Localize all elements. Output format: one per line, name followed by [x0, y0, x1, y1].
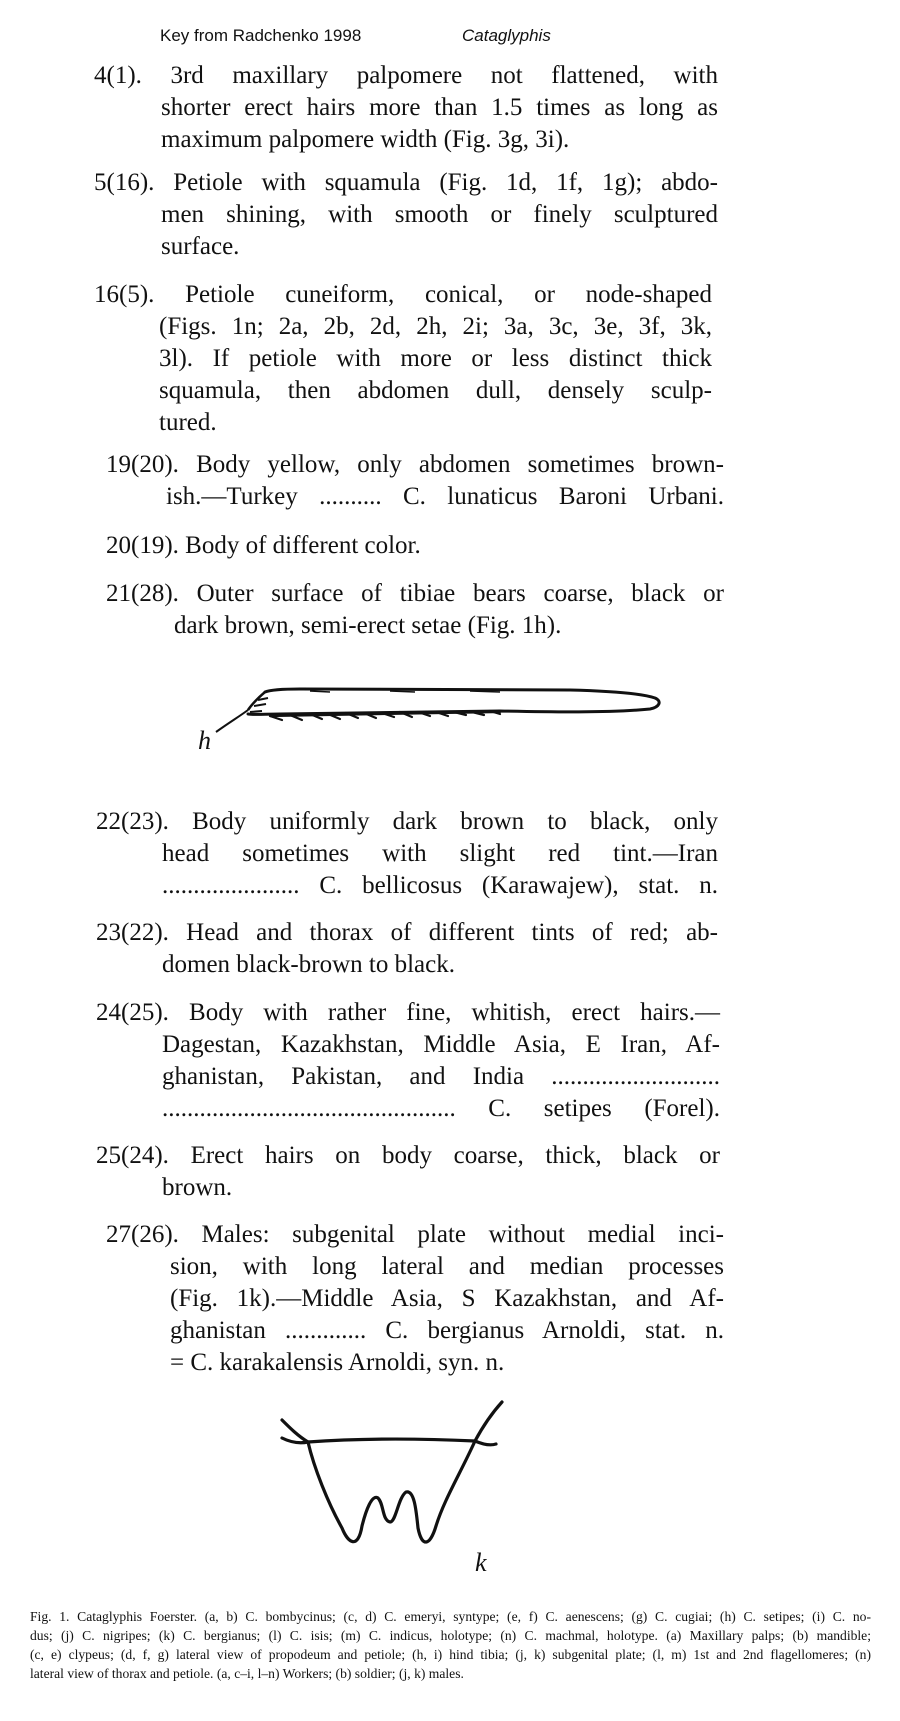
couplet-line: dark brown, semi-erect setae (Fig. 1h).: [174, 612, 562, 639]
couplet-line: head sometimes with slight red tint.—Iran: [162, 840, 718, 867]
couplet-line: brown.: [162, 1174, 233, 1201]
couplet-5: [94, 167, 718, 263]
couplet-line: 24(25). Body with rather fine, whitish, erect hairs.—: [96, 999, 720, 1026]
running-header-source: Key from Radchenko 1998: [160, 26, 362, 45]
caption-line: Fig. 1. Cataglyphis Foerster. (a, b) C. bombycinus; (c, d) C. emeryi, syntype; (e, f) C. aenescens; (g) C. cugiai; (h) C. setipes; (i) C. no-: [30, 1609, 871, 1624]
couplet-line: 19(20). Body yellow, only abdomen sometimes brown-: [106, 451, 724, 478]
couplet-line: 22(23). Body uniformly dark brown to black, only: [96, 808, 718, 835]
tibia-illustration: [210, 680, 670, 760]
running-header-genus: Cataglyphis: [462, 26, 551, 45]
couplet-line: 21(28). Outer surface of tibiae bears coarse, black or: [106, 580, 724, 607]
couplet-line: = C. karakalensis Arnoldi, syn. n.: [170, 1349, 505, 1376]
caption-line: lateral view of thorax and petiole. (a, c–i, l–n) Workers; (b) soldier; (j, k) males.: [30, 1666, 464, 1681]
couplet-line: squamula, then abdomen dull, densely sculp-: [159, 377, 712, 404]
couplet-line: 20(19). Body of different color.: [106, 532, 421, 559]
couplet-line: Dagestan, Kazakhstan, Middle Asia, E Iran, Af-: [162, 1031, 720, 1058]
couplet-line: ghanistan ............. C. bergianus Arnoldi, stat. n.: [170, 1317, 724, 1344]
couplet-line: 3l). If petiole with more or less distinct thick: [159, 345, 712, 372]
couplet-line: 5(16). Petiole with squamula (Fig. 1d, 1f, 1g); abdo-: [94, 169, 718, 196]
couplet-line: men shining, with smooth or finely sculptured: [161, 201, 718, 228]
couplet-line: maximum palpomere width (Fig. 3g, 3i).: [161, 126, 570, 153]
couplet-line: 25(24). Erect hairs on body coarse, thick, black or: [96, 1142, 720, 1169]
couplet-27: [106, 1219, 724, 1379]
couplet-25: [96, 1140, 720, 1204]
couplet-line: 27(26). Males: subgenital plate without medial inci-: [106, 1221, 724, 1248]
subgenital-plate-illustration: [270, 1398, 530, 1573]
couplet-line: 23(22). Head and thorax of different tints of red; ab-: [96, 919, 718, 946]
couplet-24: [96, 997, 720, 1125]
couplet-line: 16(5). Petiole cuneiform, conical, or node-shaped: [94, 281, 712, 308]
couplet-line: (Figs. 1n; 2a, 2b, 2d, 2h, 2i; 3a, 3c, 3e, 3f, 3k,: [159, 313, 712, 340]
caption-line: (c, e) clypeus; (d, f, g) lateral view of propodeum and petiole; (h, i) hind tibia; (j, k) subgenital plate; (l, m) 1st and 2nd flagellomeres; (n): [30, 1647, 871, 1662]
figure-label-k: k: [475, 1548, 487, 1577]
couplet-line: ...................... C. bellicosus (Karawajew), stat. n.: [162, 872, 718, 899]
couplet-21: [106, 578, 724, 642]
couplet-line: shorter erect hairs more than 1.5 times as long as: [161, 94, 718, 121]
couplet-line: sion, with long lateral and median processes: [170, 1253, 724, 1280]
couplet-line: ............................................... C. setipes (Forel).: [162, 1095, 720, 1122]
couplet-4: [94, 60, 718, 156]
caption-line: dus; (j) C. nigripes; (k) C. bergianus; (l) C. isis; (m) C. indicus, holotype; (n) C. machmal, holotype. (a) Maxillary palps; (b) mandible;: [30, 1628, 871, 1643]
couplet-16: [94, 279, 712, 439]
couplet-line: 4(1). 3rd maxillary palpomere not flattened, with: [94, 62, 718, 89]
couplet-line: ghanistan, Pakistan, and India ...........................: [162, 1063, 720, 1090]
couplet-line: (Fig. 1k).—Middle Asia, S Kazakhstan, and Af-: [170, 1285, 724, 1312]
figure-label-h: h: [198, 726, 211, 755]
couplet-19: [106, 449, 724, 513]
couplet-line: tured.: [159, 409, 217, 436]
couplet-20: [106, 530, 724, 562]
figure-caption: [30, 1607, 871, 1683]
couplet-line: ish.—Turkey .......... C. lunaticus Baroni Urbani.: [166, 483, 724, 510]
couplet-line: domen black-brown to black.: [162, 951, 455, 978]
couplet-22: [96, 806, 718, 902]
couplet-23: [96, 917, 718, 981]
couplet-line: surface.: [161, 233, 240, 260]
